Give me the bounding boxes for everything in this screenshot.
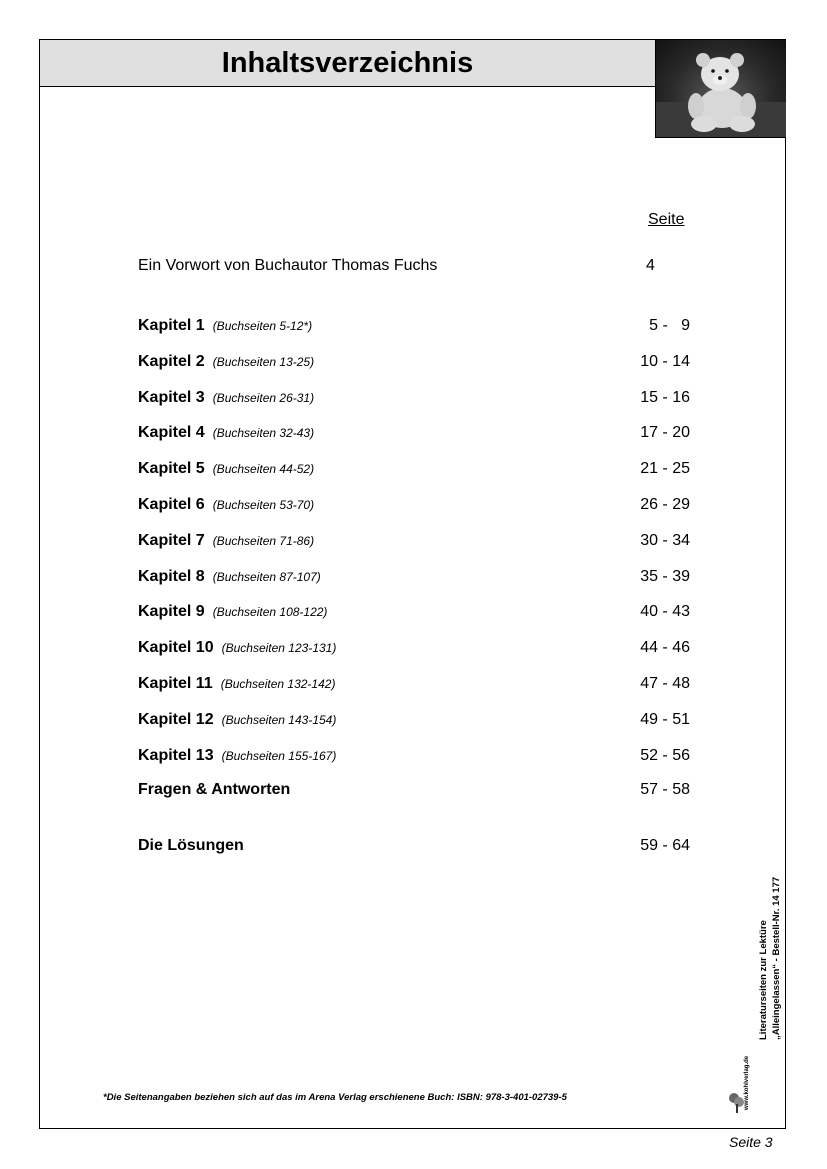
toc-book-pages: (Buchseiten 32-43) — [212, 426, 315, 440]
side-text-series: Literaturseiten zur Lektüre — [758, 920, 769, 1040]
toc-book-pages: (Buchseiten 13-25) — [212, 355, 315, 369]
toc-label: Kapitel 13 — [138, 747, 214, 764]
toc-pages: 47 - 48 — [640, 675, 690, 692]
toc-label: Kapitel 11 — [138, 675, 213, 692]
toc-entry-chapter — [138, 603, 327, 621]
toc-label: Fragen & Antworten — [138, 781, 291, 798]
toc-label: Kapitel 9 — [138, 603, 205, 620]
toc-entry-chapter — [138, 747, 336, 765]
toc-label: Ein Vorwort von Buchautor Thomas Fuchs — [138, 257, 438, 274]
toc-label: Kapitel 12 — [138, 711, 214, 728]
toc-pages: 21 - 25 — [640, 460, 690, 477]
publisher-website: www.kohlverlag.de — [744, 1055, 750, 1110]
toc-entry-chapter — [138, 568, 321, 586]
toc-label: Kapitel 1 — [138, 317, 205, 334]
toc-label: Kapitel 4 — [138, 424, 205, 441]
toc-book-pages: (Buchseiten 87-107) — [212, 570, 321, 584]
toc-pages: 15 - 16 — [640, 389, 690, 406]
toc-label: Kapitel 2 — [138, 353, 205, 370]
toc-entry-chapter — [138, 711, 336, 729]
toc-entry-chapter — [138, 460, 314, 478]
toc-book-pages: (Buchseiten 155-167) — [221, 749, 337, 763]
toc-label: Kapitel 6 — [138, 496, 205, 513]
footnote: *Die Seitenangaben beziehen sich auf das im Arena Verlag erschienene Buch: ISBN: 978-3-401-02739-5 — [103, 1092, 567, 1103]
toc-book-pages: (Buchseiten 44-52) — [212, 462, 315, 476]
page-number: Seite 3 — [729, 1134, 773, 1150]
toc-label: Kapitel 8 — [138, 568, 205, 585]
teddy-bear-photo — [655, 40, 786, 138]
toc-label: Die Lösungen — [138, 837, 244, 854]
toc-entry-chapter — [138, 353, 314, 371]
toc-label: Kapitel 10 — [138, 639, 214, 656]
toc-entry-chapter — [138, 639, 336, 657]
toc-label: Kapitel 5 — [138, 460, 205, 477]
toc-book-pages: (Buchseiten 132-142) — [220, 677, 336, 691]
toc-entry-solutions — [138, 837, 244, 855]
toc-entry-qa — [138, 781, 290, 799]
toc-label: Kapitel 7 — [138, 532, 205, 549]
toc-pages: 57 - 58 — [640, 781, 690, 798]
toc-book-pages: (Buchseiten 53-70) — [212, 498, 315, 512]
toc-pages: 10 - 14 — [640, 353, 690, 370]
toc-pages: 4 — [646, 257, 655, 274]
toc-entry-chapter — [138, 675, 335, 693]
toc-pages: 40 - 43 — [640, 603, 690, 620]
toc-pages: 59 - 64 — [640, 837, 690, 854]
toc-pages: 5 - 9 — [649, 317, 690, 334]
toc-pages: 26 - 29 — [640, 496, 690, 513]
toc-entry-chapter — [138, 424, 314, 442]
toc-pages: 35 - 39 — [640, 568, 690, 585]
toc-entry-chapter — [138, 532, 314, 550]
toc-book-pages: (Buchseiten 26-31) — [212, 391, 315, 405]
toc-pages: 30 - 34 — [640, 532, 690, 549]
toc-book-pages: (Buchseiten 108-122) — [212, 605, 328, 619]
toc-pages: 49 - 51 — [640, 711, 690, 728]
toc-book-pages: (Buchseiten 71-86) — [212, 534, 315, 548]
page-column-header: Seite — [648, 211, 685, 228]
toc-book-pages: (Buchseiten 143-154) — [221, 713, 337, 727]
toc-entry-chapter — [138, 496, 314, 514]
toc-entry-chapter — [138, 389, 314, 407]
toc-pages: 52 - 56 — [640, 747, 690, 764]
toc-entry-chapter — [138, 317, 312, 335]
toc-entry-foreword — [138, 257, 437, 275]
toc-pages: 44 - 46 — [640, 639, 690, 656]
side-text-order: „Alleingelassen“ - Bestell-Nr. 14 177 — [771, 876, 782, 1040]
toc-label: Kapitel 3 — [138, 389, 205, 406]
page-title: Inhaltsverzeichnis — [221, 47, 474, 79]
toc-book-pages: (Buchseiten 5-12*) — [212, 319, 313, 333]
toc-book-pages: (Buchseiten 123-131) — [221, 641, 337, 655]
toc-pages: 17 - 20 — [640, 424, 690, 441]
